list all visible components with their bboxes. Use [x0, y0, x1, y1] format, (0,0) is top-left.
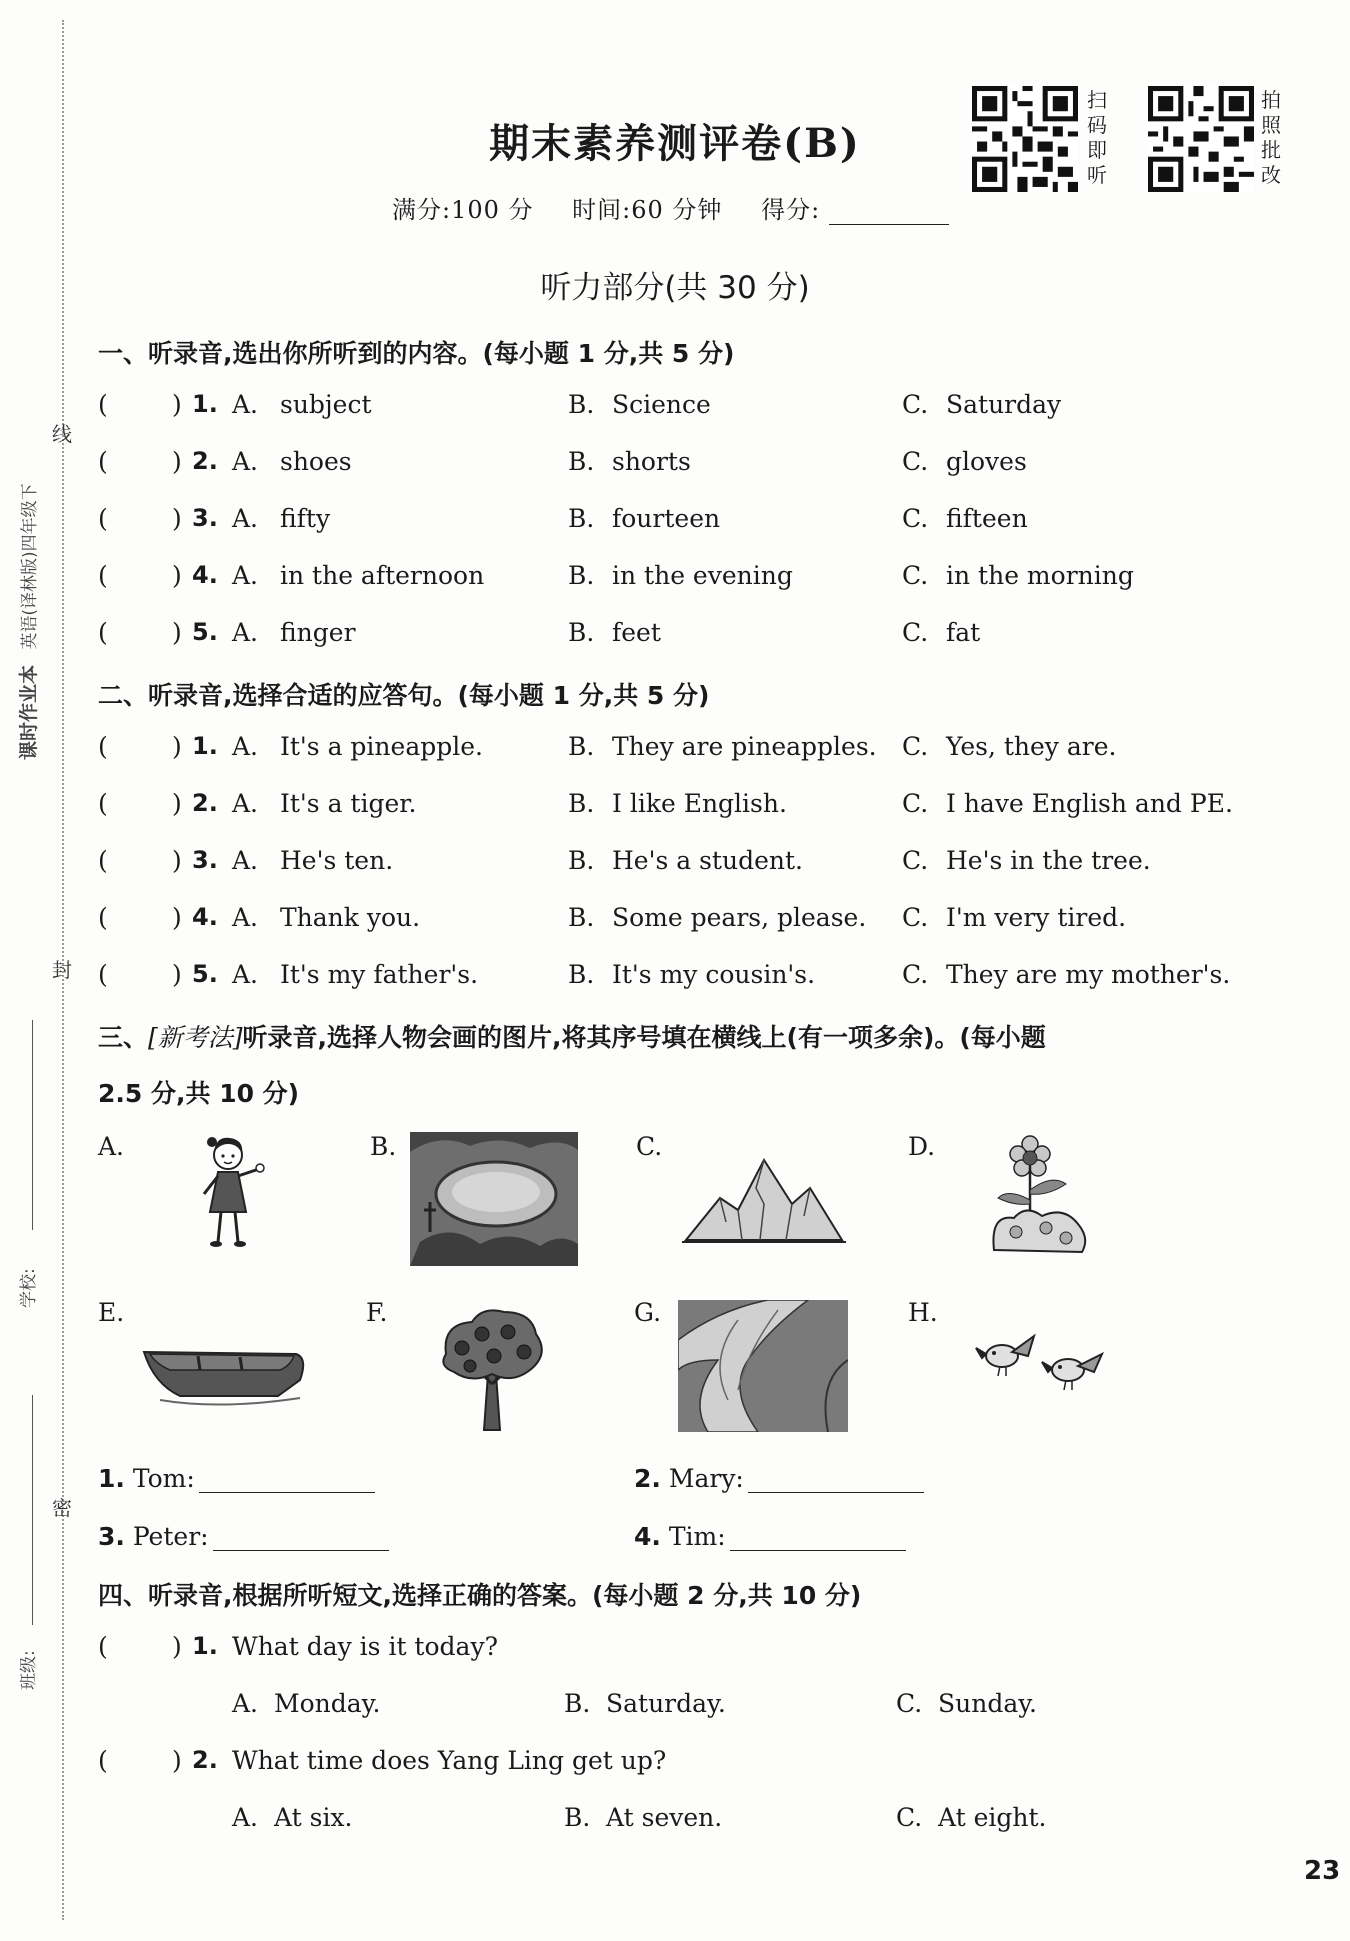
question-number: 3. [192, 504, 218, 532]
option-c-label: C. [902, 504, 929, 533]
answer-bracket-open[interactable]: ( [98, 846, 108, 875]
option-b-label: B. [568, 732, 595, 761]
option-a-label: A. [232, 618, 259, 647]
option-a-label: A. [232, 1689, 259, 1718]
qr-code-grading-icon[interactable] [1148, 86, 1254, 192]
option-b-label: B. [564, 1689, 591, 1718]
option-a-label: A. [232, 504, 259, 533]
option-a-label: A. [232, 561, 259, 590]
answer-bracket-close[interactable]: ) [172, 789, 182, 818]
option-b-label: B. [568, 789, 595, 818]
option-b-label: B. [568, 447, 595, 476]
section2-title: 二、听录音,选择合适的应答句。(每小题 1 分,共 5 分) [98, 681, 710, 710]
qr-code-listen-icon[interactable] [972, 86, 1078, 192]
option-a-text: in the afternoon [280, 561, 485, 590]
option-c-text: Yes, they are. [946, 732, 1117, 761]
question-number: 1. [192, 732, 218, 760]
pic-label-h: H. [908, 1298, 938, 1327]
answer-bracket-close[interactable]: ) [172, 561, 182, 590]
option-a-text: He's ten. [280, 846, 394, 875]
answer-bracket-close[interactable]: ) [172, 732, 182, 761]
option-a-label: A. [232, 960, 259, 989]
answer-bracket-open[interactable]: ( [98, 1632, 108, 1661]
lake-icon [410, 1132, 578, 1266]
question-row [98, 561, 1278, 601]
answer-bracket-open[interactable]: ( [98, 504, 108, 533]
question-number: 4. [192, 561, 218, 589]
question-row [98, 447, 1278, 487]
option-b-text: shorts [612, 447, 691, 476]
question-row [98, 390, 1278, 430]
option-c-label: C. [896, 1689, 923, 1718]
margin-school-label: 学校: [19, 1268, 39, 1308]
pic-label-d: D. [908, 1132, 936, 1161]
question-number: 2. [192, 447, 218, 475]
exam-info [392, 190, 949, 225]
option-b-text: Some pears, please. [612, 903, 867, 932]
fill-peter-blank[interactable] [213, 1524, 389, 1551]
option-c-label: C. [902, 390, 929, 419]
birds-icon [972, 1326, 1118, 1406]
option-b-text: feet [612, 618, 661, 647]
pic-label-a: A. [98, 1132, 125, 1161]
question-row [98, 789, 1278, 829]
question-text: What time does Yang Ling get up? [232, 1746, 667, 1775]
section3-title: 三、[新考法]听录音,选择人物会画的图片,将其序号填在横线上(有一项多余)。(每小题 [98, 1023, 1046, 1052]
question-row [98, 1746, 1278, 1786]
option-b-text: in the evening [612, 561, 793, 590]
fill-peter: 3. Peter: [98, 1522, 389, 1551]
pic-label-g: G. [634, 1298, 662, 1327]
mountains-icon [680, 1148, 848, 1248]
question-row [98, 846, 1278, 886]
question-row [98, 504, 1278, 544]
question-number: 2. [192, 789, 218, 817]
option-b-label: B. [568, 390, 595, 419]
option-a-label: A. [232, 1803, 259, 1832]
option-b-label: B. [564, 1803, 591, 1832]
option-a-label: A. [232, 447, 259, 476]
option-b-text: It's my cousin's. [612, 960, 816, 989]
answer-bracket-open[interactable]: ( [98, 903, 108, 932]
option-c-text: fat [946, 618, 981, 647]
margin-class-label: 班级: [19, 1650, 39, 1690]
option-c-label: C. [902, 618, 929, 647]
option-c-text: fifteen [946, 504, 1028, 533]
option-b-text: Science [612, 390, 711, 419]
option-b-label: B. [568, 618, 595, 647]
option-a-text: shoes [280, 447, 352, 476]
options-row [98, 1689, 1278, 1729]
option-c-text: I have English and PE. [946, 789, 1233, 818]
option-a-label: A. [232, 903, 259, 932]
page-number: 23 [1304, 1856, 1341, 1886]
answer-bracket-open[interactable]: ( [98, 618, 108, 647]
option-c-text: They are my mother's. [946, 960, 1231, 989]
pic-label-c: C. [636, 1132, 663, 1161]
qr-grading-label: 拍 照 批 改 [1261, 88, 1281, 187]
option-b-text: I like English. [612, 789, 787, 818]
answer-bracket-open[interactable]: ( [98, 390, 108, 419]
fill-mary: 2. Mary: [634, 1464, 924, 1493]
option-c-label: C. [902, 903, 929, 932]
question-row [98, 960, 1278, 1000]
option-c-label: C. [902, 732, 929, 761]
option-b-text: fourteen [612, 504, 721, 533]
answer-bracket-close[interactable]: ) [172, 846, 182, 875]
exam-time: 时间:60 分钟 [572, 196, 723, 224]
option-a-text: fifty [280, 504, 331, 533]
option-c-text: in the morning [946, 561, 1134, 590]
option-a-label: A. [232, 732, 259, 761]
option-c-label: C. [902, 960, 929, 989]
answer-bracket-close[interactable]: ) [172, 903, 182, 932]
answer-bracket-open[interactable]: ( [98, 960, 108, 989]
option-c-text: At eight. [938, 1803, 1047, 1832]
option-c-text: I'm very tired. [946, 903, 1127, 932]
option-b-label: B. [568, 960, 595, 989]
margin-seal2-char: 密 [52, 1496, 72, 1520]
answer-bracket-open[interactable]: ( [98, 732, 108, 761]
full-score: 满分:100 分 [392, 196, 534, 224]
option-b-label: B. [568, 903, 595, 932]
flowers-icon [986, 1134, 1096, 1264]
option-b-text: At seven. [606, 1803, 723, 1832]
margin-line-char: 线 [52, 422, 72, 446]
option-b-text: Saturday. [606, 1689, 726, 1718]
score-blank[interactable] [829, 202, 949, 225]
option-c-label: C. [902, 447, 929, 476]
option-c-text: Sunday. [938, 1689, 1037, 1718]
option-c-label: C. [902, 789, 929, 818]
option-c-label: C. [902, 561, 929, 590]
option-a-label: A. [232, 789, 259, 818]
answer-bracket-open[interactable]: ( [98, 1746, 108, 1775]
option-a-text: Monday. [274, 1689, 381, 1718]
question-row [98, 903, 1278, 943]
option-b-text: He's a student. [612, 846, 803, 875]
answer-bracket-close[interactable]: ) [172, 504, 182, 533]
river-icon [678, 1300, 848, 1432]
apple-tree-icon [432, 1304, 552, 1434]
option-a-text: finger [280, 618, 356, 647]
answer-bracket-open[interactable]: ( [98, 561, 108, 590]
question-number: 5. [192, 960, 218, 988]
option-b-label: B. [568, 561, 595, 590]
fill-mary-blank[interactable] [748, 1466, 924, 1493]
fill-tom-blank[interactable] [199, 1466, 375, 1493]
question-number: 4. [192, 903, 218, 931]
listening-part-title: 听力部分(共 30 分) [540, 270, 810, 306]
option-a-text: Thank you. [280, 903, 421, 932]
margin-class-rule [32, 1395, 33, 1625]
question-number: 1. [192, 1632, 218, 1660]
option-a-text: subject [280, 390, 372, 419]
fill-tim-blank[interactable] [730, 1524, 906, 1551]
option-c-text: He's in the tree. [946, 846, 1151, 875]
pic-label-e: E. [98, 1298, 125, 1327]
page-title: 期末素养测评卷(B) [489, 120, 861, 167]
question-number: 2. [192, 1746, 218, 1774]
answer-bracket-close[interactable]: ) [172, 618, 182, 647]
score-label: 得分: [761, 196, 821, 224]
option-a-text: It's a tiger. [280, 789, 417, 818]
section3-title-line2: 2.5 分,共 10 分) [98, 1079, 300, 1108]
margin-seal-char: 封 [52, 958, 72, 982]
fill-tim: 4. Tim: [634, 1522, 906, 1551]
answer-bracket-close[interactable]: ) [172, 447, 182, 476]
option-c-label: C. [902, 846, 929, 875]
answer-bracket-close[interactable]: ) [172, 1632, 182, 1661]
option-a-text: It's a pineapple. [280, 732, 483, 761]
option-b-text: They are pineapples. [612, 732, 877, 761]
question-number: 3. [192, 846, 218, 874]
question-number: 1. [192, 390, 218, 418]
option-a-text: It's my father's. [280, 960, 479, 989]
girl-icon [188, 1130, 278, 1260]
option-c-label: C. [896, 1803, 923, 1832]
fill-tom: 1. Tom: [98, 1464, 375, 1493]
option-a-label: A. [232, 390, 259, 419]
option-a-text: At six. [274, 1803, 353, 1832]
answer-bracket-open[interactable]: ( [98, 789, 108, 818]
option-b-label: B. [568, 504, 595, 533]
option-c-text: Saturday [946, 390, 1062, 419]
pic-label-f: F. [366, 1298, 388, 1327]
question-row [98, 732, 1278, 772]
qr-listen-label: 扫 码 即 听 [1087, 88, 1107, 187]
answer-bracket-close[interactable]: ) [172, 1746, 182, 1775]
question-text: What day is it today? [232, 1632, 498, 1661]
boat-icon [140, 1330, 310, 1410]
option-a-label: A. [232, 846, 259, 875]
answer-bracket-open[interactable]: ( [98, 447, 108, 476]
option-c-text: gloves [946, 447, 1027, 476]
answer-bracket-close[interactable]: ) [172, 960, 182, 989]
question-row [98, 1632, 1278, 1672]
options-row [98, 1803, 1278, 1843]
new-method-tag: [新考法] [148, 1023, 243, 1052]
margin-school-rule [32, 1020, 33, 1230]
pic-label-b: B. [370, 1132, 397, 1161]
option-b-label: B. [568, 846, 595, 875]
question-number: 5. [192, 618, 218, 646]
answer-bracket-close[interactable]: ) [172, 390, 182, 419]
section1-title: 一、听录音,选出你所听到的内容。(每小题 1 分,共 5 分) [98, 339, 735, 368]
question-row [98, 618, 1278, 658]
section4-title: 四、听录音,根据所听短文,选择正确的答案。(每小题 2 分,共 10 分) [98, 1581, 862, 1610]
margin-book-title: 课时作业本 英语(译林版)四年级下 [18, 483, 40, 760]
